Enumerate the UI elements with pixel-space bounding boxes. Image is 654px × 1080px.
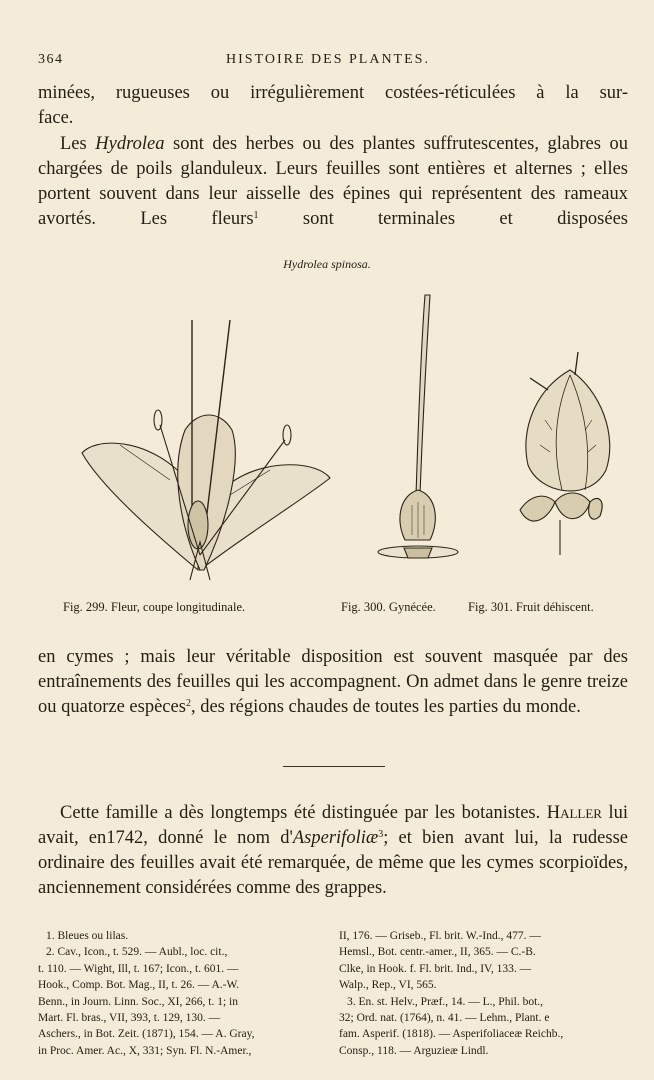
footnotes-right	[339, 928, 629, 1059]
footnote-line: in Proc. Amer. Ac., X, 331; Syn. Fl. N.-Amer.,	[38, 1044, 252, 1057]
paragraph-3-text-end: , des régions chaudes de toutes les parties du monde.	[190, 697, 581, 717]
author-name: Haller	[546, 803, 602, 823]
caption-fig-300: Fig. 300. Gynécée.	[341, 600, 436, 614]
running-header	[38, 52, 618, 74]
paragraph-2-start: Les	[60, 134, 96, 154]
fruit-illustration	[520, 352, 610, 555]
figure-title: Hydrolea spinosa.	[283, 257, 371, 271]
footnote-line: Benn., in Journ. Linn. Soc., XI, 266, t. 1; in	[38, 995, 238, 1008]
page-number: 364	[38, 52, 64, 67]
family-name: Asperifoliæ	[292, 828, 379, 848]
footnote-line: 2. Cav., Icon., t. 529. — Aubl., loc. cit.,	[46, 946, 228, 959]
footnote-line: Clke, in Hook. f. Fl. brit. Ind., IV, 133. —	[339, 962, 532, 975]
flower-section-illustration	[82, 320, 330, 580]
paragraph-1-line-1: minées, rugueuses ou irrégulièrement costées-réticulées à la sur-	[38, 83, 628, 103]
footnotes-left	[38, 928, 326, 1059]
paragraph-3	[38, 645, 628, 720]
paragraph-1-line-2: face.	[38, 108, 74, 128]
paragraph-1	[38, 81, 628, 131]
caption-fig-301: Fig. 301. Fruit déhiscent.	[468, 600, 594, 614]
footnote-line: fam. Asperif. (1818). — Asperifoliaceæ Reichb.,	[339, 1028, 564, 1041]
footnote-line: Aschers., in Bot. Zeit. (1871), 154. — A. Gray,	[38, 1028, 255, 1041]
footnote-line: t. 110. — Wight, Ill, t. 167; Icon., t. 601. —	[38, 962, 239, 975]
footnote-line: Consp., 118. — Arguzieæ Lindl.	[339, 1044, 489, 1057]
footnote-ref-1: 1	[253, 210, 259, 221]
footnote-ref-3: 3	[378, 829, 384, 840]
genus-name: Hydrolea	[95, 134, 165, 154]
paragraph-4-text-end: ; et bien avant lui, la rudesse ordinaire des feuilles avait été remarquée, de même que les cymes scorpioïdes, anciennement considérées comme des grappes.	[38, 828, 628, 898]
paragraph-4	[38, 801, 628, 901]
paragraph-4-line-1: Cette famille a dès longtemps été distinguée par les botanistes.	[60, 803, 541, 823]
footnote-line: II, 176. — Griseb., Fl. brit. W.-Ind., 477. —	[339, 930, 541, 942]
page-title: HISTOIRE DES PLANTES.	[226, 52, 430, 67]
footnote-line: 3. En. st. Helv., Præf., 14. — L., Phil. bot.,	[347, 995, 544, 1008]
caption-fig-299: Fig. 299. Fleur, coupe longitudinale.	[63, 600, 246, 614]
gynoecium-illustration	[378, 295, 458, 558]
footnote-line: 1. Bleues ou lilas.	[46, 930, 129, 942]
paragraph-2-text: sont des herbes ou des plantes suffrutescentes, glabres ou chargées de poils glanduleux. Leurs feuilles sont entières et alternes ; elles portent souvent dans leur aisselle des épines qui représentent des rameaux avortés. Les fleurs	[38, 134, 629, 229]
paragraph-3-text: en cymes ; mais leur véritable disposition est souvent masquée par des entraînements des feuilles qui les accompagnent. On admet dans le genre treize ou quatorze espèces	[38, 647, 628, 717]
botanical-illustrations	[0, 280, 654, 592]
footnote-line: Mart. Fl. bras., VII, 393, t. 129, 130. —	[38, 1012, 221, 1025]
footnote-ref-2: 2	[185, 698, 191, 709]
footnote-line: 32; Ord. nat. (1764), n. 41. — Lehm., Plant. e	[339, 1012, 550, 1025]
paragraph-2-text-end: sont terminales et disposées	[258, 209, 629, 229]
paragraph-4-text: lui avait, en1742, donné le nom d'	[38, 803, 629, 848]
footnote-line: Hemsl., Bot. centr.-amer., II, 365. — C.-B.	[339, 946, 536, 959]
footnote-line: Walp., Rep., VI, 565.	[339, 979, 437, 992]
section-divider	[283, 766, 385, 767]
paragraph-2	[38, 132, 628, 232]
footnote-line: Hook., Comp. Bot. Mag., II, t. 26. — A.-W.	[38, 979, 240, 992]
